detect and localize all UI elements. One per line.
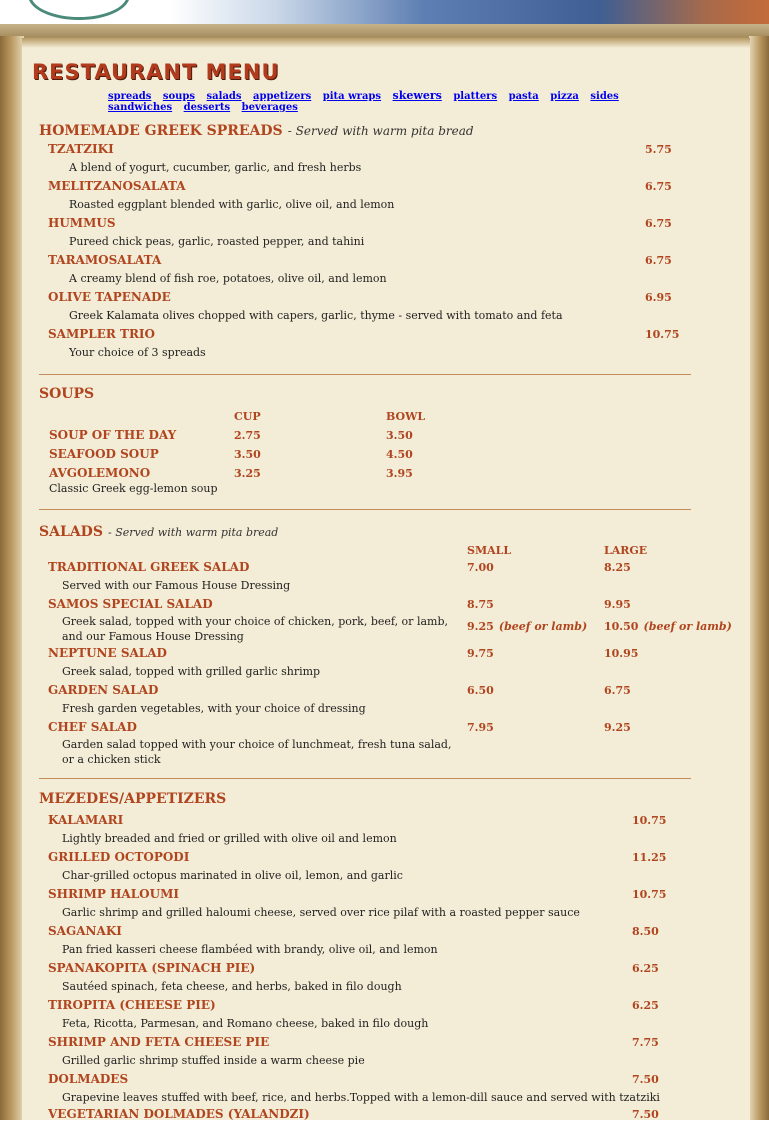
menu-item-description: Pureed chick peas, garlic, roasted pepper, and tahini xyxy=(69,235,365,248)
menu-item-price: 7.50 xyxy=(632,1108,659,1121)
menu-item-name: KALAMARI xyxy=(48,813,124,827)
salads-section-note: - Served with warm pita bread xyxy=(108,526,279,539)
menu-item-description: Garden salad topped with your choice of lunchmeat, fresh tuna salad, or a chicken stick xyxy=(62,738,452,766)
menu-item-name: TARAMOSALATA xyxy=(48,253,162,267)
spreads-section-note: - Served with warm pita bread xyxy=(287,124,474,138)
nav-link-appetizers[interactable]: appetizers xyxy=(253,91,312,102)
menu-item-name: SOUP OF THE DAY xyxy=(49,428,177,442)
menu-item-alt-price-small xyxy=(467,615,587,634)
salads-col-small: SMALL xyxy=(467,544,512,557)
menu-item-price: 11.25 xyxy=(632,851,667,864)
menu-item-price-cup: 3.25 xyxy=(234,467,261,480)
menu-item-name: SHRIMP HALOUMI xyxy=(48,887,179,901)
nav-link-pita-wraps[interactable]: pita wraps xyxy=(322,91,382,102)
nav-link-sandwiches[interactable]: sandwiches xyxy=(108,102,173,113)
menu-item-description: Grilled garlic shrimp stuffed inside a warm cheese pie xyxy=(62,1054,365,1067)
menu-item-description: Garlic shrimp and grilled haloumi cheese, served over rice pilaf with a roasted pepper sauce xyxy=(62,906,580,919)
menu-item-name: TRADITIONAL GREEK SALAD xyxy=(48,560,250,574)
salads-section-title: SALADS xyxy=(39,524,103,540)
menu-item-description: Sautéed spinach, feta cheese, and herbs, baked in filo dough xyxy=(62,980,402,993)
menu-item-description: Feta, Ricotta, Parmesan, and Romano cheese, baked in filo dough xyxy=(62,1017,429,1030)
menu-item-price: 7.50 xyxy=(632,1073,659,1086)
salads-section-heading xyxy=(39,521,278,540)
logo-icon xyxy=(28,0,130,20)
menu-item-name: NEPTUNE SALAD xyxy=(48,646,167,660)
menu-item-price: 6.25 xyxy=(632,962,659,975)
menu-item-name: SAMPLER TRIO xyxy=(48,327,155,341)
soups-col-bowl: BOWL xyxy=(386,410,426,423)
menu-item-price-note: (beef or lamb) xyxy=(643,620,732,633)
parchment-right-edge xyxy=(749,36,769,1120)
spreads-section-title: HOMEMADE GREEK SPREADS xyxy=(39,123,283,139)
nav-link-soups[interactable]: soups xyxy=(162,91,196,102)
menu-item-price-large: 8.25 xyxy=(604,561,631,574)
menu-item-price: 10.75 xyxy=(645,328,680,341)
menu-item-name: SAMOS SPECIAL SALAD xyxy=(48,597,213,611)
menu-item-name: SPANAKOPITA (SPINACH PIE) xyxy=(48,961,256,975)
menu-item-price: 10.75 xyxy=(632,888,667,901)
menu-item-name: TIROPITA (CHEESE PIE) xyxy=(48,998,216,1012)
menu-item-price-small-alt: 9.25 xyxy=(467,620,494,633)
nav-link-spreads[interactable]: spreads xyxy=(108,91,152,102)
section-divider xyxy=(39,374,691,375)
parchment-top-edge xyxy=(22,38,750,48)
menu-item-price: 6.75 xyxy=(645,180,672,193)
menu-item-price-note: (beef or lamb) xyxy=(498,620,588,633)
menu-item-name: GRILLED OCTOPODI xyxy=(48,850,190,864)
menu-item-price-small: 9.75 xyxy=(467,647,494,660)
menu-item-price-bowl: 3.95 xyxy=(386,467,413,480)
soups-section-title: SOUPS xyxy=(39,386,95,402)
page-title: RESTAURANT MENU xyxy=(32,60,280,84)
menu-item-description: Roasted eggplant blended with garlic, olive oil, and lemon xyxy=(69,198,395,211)
menu-item-price-bowl: 3.50 xyxy=(386,429,413,442)
menu-item-price-large: 10.95 xyxy=(604,647,639,660)
nav-link-desserts[interactable]: desserts xyxy=(183,102,231,113)
menu-item-description: Char-grilled octopus marinated in olive oil, lemon, and garlic xyxy=(62,869,403,882)
nav-link-pasta[interactable]: pasta xyxy=(508,91,539,102)
menu-item-name: HUMMUS xyxy=(48,216,116,230)
nav-link-pizza[interactable]: pizza xyxy=(550,91,579,102)
menu-item-price-large-alt: 10.50 xyxy=(604,620,639,633)
menu-item-price: 7.75 xyxy=(632,1036,659,1049)
menu-item-price-large: 6.75 xyxy=(604,684,631,697)
menu-item-name: SEAFOOD SOUP xyxy=(49,447,159,461)
menu-item-price: 6.75 xyxy=(645,254,672,267)
spreads-section-heading xyxy=(39,120,474,139)
parchment-left-edge xyxy=(0,36,24,1120)
menu-item-description: Lightly breaded and fried or grilled with olive oil and lemon xyxy=(62,832,397,845)
menu-item-name: MELITZANOSALATA xyxy=(48,179,186,193)
menu-item-name: TZATZIKI xyxy=(48,142,114,156)
mezedes-section-title: MEZEDES/APPETIZERS xyxy=(39,791,227,807)
menu-item-price: 6.95 xyxy=(645,291,672,304)
section-divider xyxy=(39,509,691,510)
menu-item-description: Pan fried kasseri cheese flambéed with brandy, olive oil, and lemon xyxy=(62,943,438,956)
menu-item-price: 6.75 xyxy=(645,217,672,230)
menu-item-description: Fresh garden vegetables, with your choice of dressing xyxy=(62,702,366,715)
menu-item-price: 5.75 xyxy=(645,143,672,156)
section-divider xyxy=(39,778,691,779)
menu-item-description: Greek Kalamata olives chopped with capers, garlic, thyme - served with tomato and feta xyxy=(69,309,563,322)
menu-item-description: Greek salad, topped with your choice of chicken, pork, beef, or lamb, and our Famous House Dressing xyxy=(62,615,448,643)
menu-item-alt-price-large xyxy=(604,615,732,634)
menu-item-name: GARDEN SALAD xyxy=(48,683,159,697)
soups-col-cup: CUP xyxy=(234,410,261,423)
menu-item-price-cup: 3.50 xyxy=(234,448,261,461)
menu-item-name: DOLMADES xyxy=(48,1072,129,1086)
menu-item-price-large: 9.95 xyxy=(604,598,631,611)
menu-item-name: OLIVE TAPENADE xyxy=(48,290,171,304)
menu-item-price-cup: 2.75 xyxy=(234,429,261,442)
nav-link-salads[interactable]: salads xyxy=(206,91,242,102)
menu-category-nav xyxy=(108,89,688,113)
menu-item-name: SAGANAKI xyxy=(48,924,122,938)
menu-item-description: A creamy blend of fish roe, potatoes, olive oil, and lemon xyxy=(69,272,387,285)
nav-link-sides[interactable]: sides xyxy=(590,91,619,102)
menu-item-description: Greek salad, topped with grilled garlic shrimp xyxy=(62,665,321,678)
menu-item-price-large: 9.25 xyxy=(604,721,631,734)
menu-item-price-small: 6.50 xyxy=(467,684,494,697)
nav-link-platters[interactable]: platters xyxy=(453,91,498,102)
menu-item-name: SHRIMP AND FETA CHEESE PIE xyxy=(48,1035,270,1049)
menu-item-name: CHEF SALAD xyxy=(48,720,137,734)
menu-item-price: 8.50 xyxy=(632,925,659,938)
nav-link-beverages[interactable]: beverages xyxy=(241,102,298,113)
menu-item-description: A blend of yogurt, cucumber, garlic, and fresh herbs xyxy=(69,161,362,174)
menu-item-price: 6.25 xyxy=(632,999,659,1012)
nav-link-skewers[interactable]: skewers xyxy=(392,89,442,102)
salads-col-large: LARGE xyxy=(604,544,648,557)
menu-item-name: VEGETARIAN DOLMADES (YALANDZI) xyxy=(48,1107,310,1121)
menu-item-description: Grapevine leaves stuffed with beef, rice, and herbs.Topped with a lemon-dill sauce and served with tzatziki xyxy=(62,1091,660,1104)
menu-item-description: Classic Greek egg-lemon soup xyxy=(49,482,218,495)
menu-item-name: AVGOLEMONO xyxy=(49,466,151,480)
menu-item-price-small: 8.75 xyxy=(467,598,494,611)
menu-item-price-small: 7.95 xyxy=(467,721,494,734)
menu-item-description: Your choice of 3 spreads xyxy=(69,346,206,359)
menu-item-description: Served with our Famous House Dressing xyxy=(62,579,291,592)
menu-item-price-bowl: 4.50 xyxy=(386,448,413,461)
menu-item-price: 10.75 xyxy=(632,814,667,827)
menu-item-price-small: 7.00 xyxy=(467,561,494,574)
